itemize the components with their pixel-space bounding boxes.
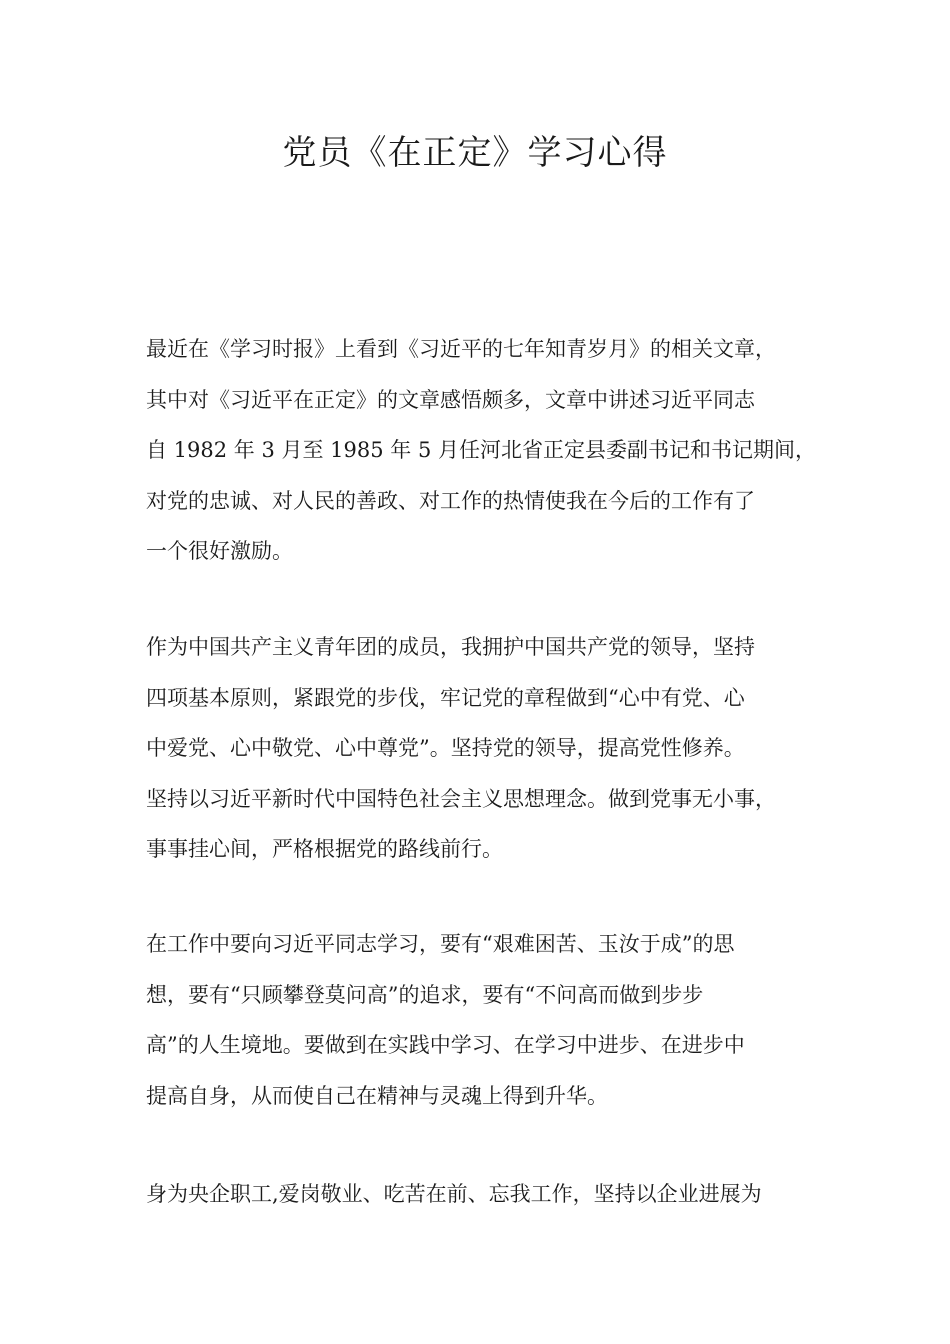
paragraph-line: 对党的忠诚、对人民的善政、对工作的热情使我在今后的工作有了 bbox=[146, 488, 755, 513]
paragraph-line: 中爱党、心中敬党、心中尊党”。坚持党的领导，提高党性修养。 bbox=[146, 736, 745, 760]
paragraph-line: 提高自身，从而使自己在精神与灵魂上得到升华。 bbox=[146, 1083, 608, 1108]
paragraph-2 bbox=[146, 622, 836, 875]
paragraph-line: 在工作中要向习近平同志学习，要有“艰难困苦、玉汝于成”的思 bbox=[146, 932, 735, 956]
paragraph-line: 最近在《学习时报》上看到《习近平的七年知青岁月》的相关文章， bbox=[146, 337, 776, 361]
paragraph-line: 其中对《习近平在正定》的文章感悟颇多，文章中讲述习近平同志 bbox=[146, 387, 755, 412]
paragraph-line: 想，要有“只顾攀登莫问高”的追求，要有“不问高而做到步步 bbox=[146, 982, 704, 1007]
paragraph-3 bbox=[146, 919, 836, 1121]
paragraph-line: 一个很好激励。 bbox=[146, 539, 293, 563]
paragraph-line: 事事挂心间，严格根据党的路线前行。 bbox=[146, 837, 503, 861]
paragraph-1 bbox=[146, 324, 836, 577]
paragraph-4 bbox=[146, 1169, 836, 1220]
paragraph-line: 高”的人生境地。要做到在实践中学习、在学习中进步、在进步中 bbox=[146, 1033, 745, 1057]
document-title: 党员《在正定》学习心得 bbox=[282, 133, 668, 173]
paragraph-line: 坚持以习近平新时代中国特色社会主义思想理念。做到党事无小事， bbox=[146, 786, 776, 811]
paragraph-line: 身为央企职工,爱岗敬业、吃苦在前、忘我工作，坚持以企业进展为 bbox=[146, 1182, 762, 1206]
paragraph-line: 自 1982 年 3 月至 1985 年 5 月任河北省正定县委副书记和书记期间， bbox=[146, 438, 817, 462]
paragraph-line: 四项基本原则，紧跟党的步伐，牢记党的章程做到“心中有党、心 bbox=[146, 685, 745, 710]
paragraph-line: 作为中国共产主义青年团的成员，我拥护中国共产党的领导，坚持 bbox=[146, 635, 755, 659]
